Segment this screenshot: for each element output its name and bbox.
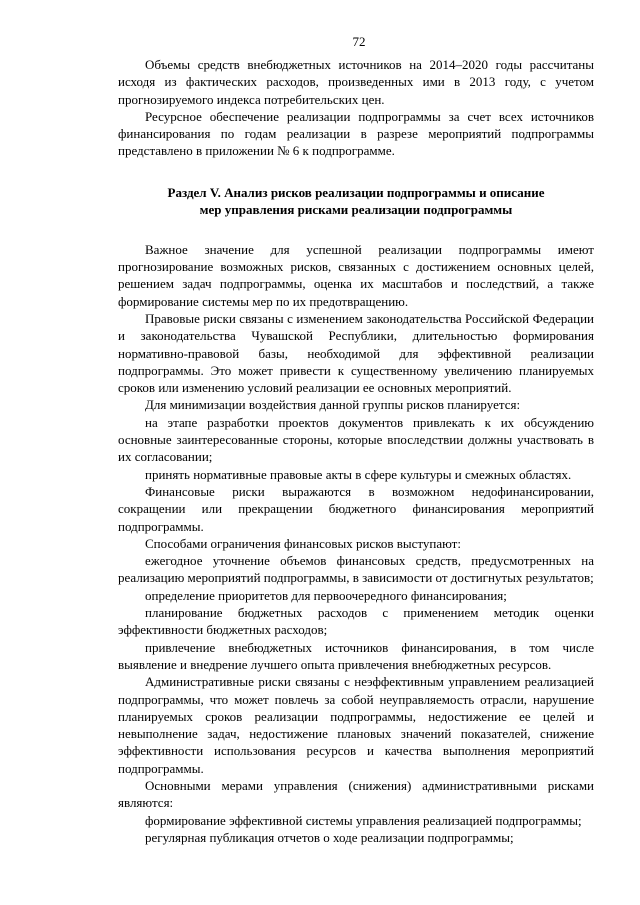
paragraph: Финансовые риски выражаются в возможном недофинансировании, сокращении или прекращении бюджетного финансирования мероприятий подпрограммы. bbox=[118, 483, 594, 534]
paragraph: Способами ограничения финансовых рисков выступают: bbox=[145, 535, 461, 551]
list-item: регулярная публикация отчетов о ходе реализации подпрограммы; bbox=[145, 829, 514, 845]
section-heading bbox=[118, 184, 594, 219]
page-number: 72 bbox=[352, 34, 366, 49]
section-heading-line: мер управления рисками реализации подпрограммы bbox=[199, 202, 513, 218]
paragraph: Административные риски связаны с неэффективным управлением реализацией подпрограммы, что может повлечь за собой неуправляемость отрасли, нарушение планируемых сроков реализации подпрограммы, недостижение ее целей и невыполнение задач, недостижение плановых значений показателей, снижение эффективности использования ресурсов и качества выполнения мероприятий подпрограммы. bbox=[118, 674, 594, 776]
list-item: планирование бюджетных расходов с применением методик оценки эффективности бюджетных расходов; bbox=[118, 605, 594, 638]
section-body bbox=[118, 241, 594, 846]
list-item: принять нормативные правовые акты в сфере культуры и смежных областях. bbox=[145, 466, 572, 482]
intro-block bbox=[118, 56, 594, 160]
paragraph: Важное значение для успешной реализации подпрограммы имеют прогнозирование возможных рисков, связанных с достижением основных целей, решением задач подпрограммы, оценка их масштабов и последствий, а также формирование системы мер по их предотвращению. bbox=[118, 241, 594, 309]
paragraph: Ресурсное обеспечение реализации подпрограммы за счет всех источников финансирования по годам реализации в разрезе мероприятий подпрограммы представлено в приложении № 6 к подпрограмме. bbox=[118, 108, 594, 159]
section-heading-line: Раздел V. Анализ рисков реализации подпрограммы и описание bbox=[167, 184, 545, 200]
paragraph: Основными мерами управления (снижения) административными рисками являются: bbox=[118, 777, 594, 811]
list-item: формирование эффективной системы управления реализацией подпрограммы; bbox=[145, 812, 582, 828]
list-item: ежегодное уточнение объемов финансовых средств, предусмотренных на реализацию мероприятий подпрограммы, в зависимости от достигнутых результатов; bbox=[118, 553, 594, 586]
paragraph: Правовые риски связаны с изменением законодательства Российской Федерации и законодательства Чувашской Республики, длительностью формирования нормативно-правовой базы, необходимой для эффективной реализации подпрограммы. Это может привести к существенному увеличению планируемых сроков или изменению условий реализации ее основных мероприятий. bbox=[118, 310, 594, 396]
list-item: определение приоритетов для первоочередного финансирования; bbox=[145, 587, 507, 603]
paragraph: Для минимизации воздействия данной группы рисков планируется: bbox=[145, 397, 521, 413]
paragraph: Объемы средств внебюджетных источников на 2014–2020 годы рассчитаны исходя из фактических расходов, произведенных ими в 2013 году, с учетом прогнозируемого индекса потребительских цен. bbox=[118, 57, 594, 107]
list-item: привлечение внебюджетных источников финансирования, в том числе выявление и внедрение лучшего опыта привлечения внебюджетных ресурсов. bbox=[118, 639, 594, 672]
list-item: на этапе разработки проектов документов привлекать к их обсуждению основные заинтересованные стороны, которые впоследствии должны участвовать в их согласовании; bbox=[118, 414, 594, 465]
